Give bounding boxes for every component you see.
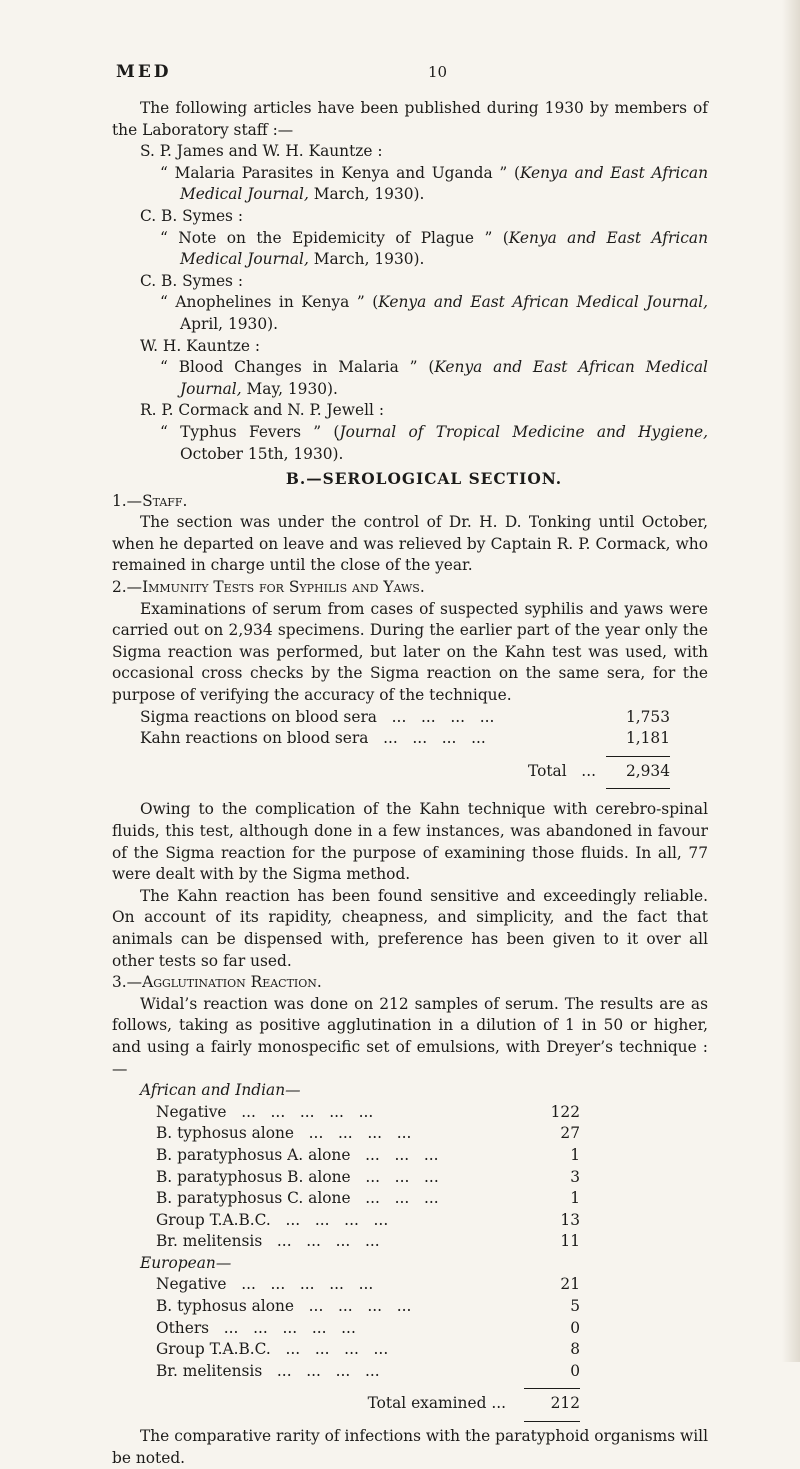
table-row: [140, 1210, 580, 1232]
table-row: [140, 728, 670, 750]
publication-authors: C. B. Symes :: [140, 206, 244, 225]
table-row: [140, 1361, 580, 1383]
publication-citation: “ Blood Changes in Malaria ” (Kenya and East African Medical Journal, May, 1930).: [160, 358, 708, 398]
reactions-table: [140, 707, 670, 790]
table-row: [140, 1145, 580, 1167]
publication-date: April, 1930).: [180, 314, 279, 333]
publication-authors: S. P. James and W. H. Kauntze :: [140, 142, 383, 161]
publication-entry: [112, 141, 708, 206]
page-number: 10: [428, 63, 448, 81]
publication-title: “ Malaria Parasites in Kenya and Uganda ”: [160, 163, 508, 182]
publication-citation: “ Malaria Parasites in Kenya and Uganda ” (Kenya and East African Medical Journal, March, 1930).: [160, 163, 708, 204]
immunity-heading: 2.—Immunity Tests for Syphilis and Yaws.: [112, 578, 425, 597]
table-row: [140, 1188, 580, 1210]
publication-date: May, 1930).: [246, 379, 338, 398]
total-rule: [524, 1421, 580, 1422]
group-heading-african: African and Indian—: [140, 1081, 301, 1100]
row-label: Kahn reactions on blood sera ... ... ... ...: [140, 729, 486, 748]
row-label: B. paratyphosus A. alone ... ... ...: [156, 1145, 439, 1164]
publication-entry: [112, 271, 708, 336]
row-value: 1: [570, 1189, 580, 1208]
row-label: Group T.A.B.C. ... ... ... ...: [156, 1340, 389, 1359]
publication-title: “ Blood Changes in Malaria ”: [160, 358, 418, 377]
row-label: Group T.A.B.C. ... ... ... ...: [156, 1210, 389, 1229]
total-rule-wrap: [112, 1421, 580, 1422]
total-row: [140, 761, 670, 783]
total-rule: [524, 1388, 580, 1389]
table-row: [140, 1274, 580, 1296]
row-value: 1,753: [625, 707, 670, 726]
publication-journal: Kenya and East African Medical Journal,: [180, 358, 708, 398]
publication-citation: “ Note on the Epidemicity of Plague ” (Kenya and East African Medical Journal, March, 1930).: [160, 228, 708, 269]
publication-title: “ Typhus Fevers ”: [160, 422, 322, 441]
total-value: 212: [550, 1394, 580, 1413]
agglutination-heading: 3.—Agglutination Reaction.: [112, 973, 322, 992]
row-value: 5: [570, 1297, 580, 1316]
publication-date: March, 1930).: [313, 185, 425, 204]
publication-journal: Kenya and East African Medical Journal,: [180, 228, 708, 269]
row-label: B. typhosus alone ... ... ... ...: [156, 1297, 412, 1316]
publication-journal: Kenya and East African Medical Journal,: [378, 293, 708, 312]
publication-entry: [112, 206, 708, 271]
row-value: 21: [560, 1275, 580, 1294]
table-row: [140, 1167, 580, 1189]
total-label: Total examined ...: [367, 1394, 506, 1413]
row-label: Br. melitensis ... ... ... ...: [156, 1361, 380, 1380]
row-value: 122: [550, 1102, 580, 1121]
publication-date: March, 1930).: [313, 250, 425, 269]
row-value: 3: [570, 1167, 580, 1186]
row-value: 0: [570, 1318, 580, 1337]
table-row: [140, 1318, 580, 1340]
table-row: [140, 1296, 580, 1318]
widal-results-table: [140, 1080, 580, 1389]
row-value: 8: [570, 1340, 580, 1359]
row-value: 1,181: [625, 729, 670, 748]
table-row: [140, 707, 670, 729]
publication-authors: C. B. Symes :: [140, 271, 244, 290]
page-content: [112, 98, 708, 1469]
publications-list: [112, 141, 708, 465]
kahn-paragraph: The Kahn reaction has been found sensitive and exceedingly reliable. On account of its rapidity, cheapness, and simplicity, and the fact that animals can be dispensed with, preference has been given to it over all other tests so far used.: [112, 886, 708, 970]
cerebrospinal-paragraph: Owing to the complication of the Kahn technique with cerebro-spinal fluids, this test, although done in a few instances, was abandoned in favour of the Sigma reaction for the purpose of examining those fluids. In all, 77 were dealt with by the Sigma method.: [112, 800, 708, 884]
row-value: 11: [560, 1232, 580, 1251]
total-row: [112, 1393, 580, 1415]
row-label: Negative ... ... ... ... ...: [156, 1102, 374, 1121]
row-value: 1: [570, 1145, 580, 1164]
table-row: [140, 1102, 580, 1124]
publication-citation: “ Anophelines in Kenya ” (Kenya and East African Medical Journal, April, 1930).: [160, 293, 708, 333]
publication-journal: Journal of Tropical Medicine and Hygiene,: [339, 422, 708, 441]
table-row: [140, 1231, 580, 1253]
row-label: Others ... ... ... ... ...: [156, 1318, 356, 1337]
table-row: [140, 1123, 580, 1145]
publication-journal: Kenya and East African Medical Journal,: [180, 163, 708, 204]
publication-date: October 15th, 1930).: [180, 444, 344, 463]
table-row: [140, 1339, 580, 1361]
section-heading: B.—SEROLOGICAL SECTION.: [285, 470, 563, 489]
publication-title: “ Note on the Epidemicity of Plague ”: [160, 228, 493, 247]
total-rule: [606, 788, 670, 789]
staff-paragraph: The section was under the control of Dr. H. D. Tonking until October, when he departed on leave and was relieved by Captain R. P. Cormack, who remained in charge until the close of the year.: [112, 513, 708, 575]
row-label: B. paratyphosus B. alone ... ... ...: [156, 1167, 439, 1186]
page-edge-shadow: [782, 0, 800, 1362]
row-label: Negative ... ... ... ... ...: [156, 1275, 374, 1294]
publication-citation: “ Typhus Fevers ” (Journal of Tropical Medicine and Hygiene, October 15th, 1930).: [160, 422, 708, 463]
total-rule: [606, 756, 670, 757]
publication-title: “ Anophelines in Kenya ”: [160, 293, 365, 312]
total-label: Total ...: [528, 761, 596, 780]
row-value: 0: [570, 1361, 580, 1380]
row-value: 27: [560, 1124, 580, 1143]
row-value: 13: [560, 1210, 580, 1229]
row-label: B. typhosus alone ... ... ... ...: [156, 1124, 412, 1143]
publications-intro: The following articles have been published during 1930 by members of the Laboratory staff :—: [112, 99, 708, 139]
row-label: Br. melitensis ... ... ... ...: [156, 1232, 380, 1251]
publication-authors: R. P. Cormack and N. P. Jewell :: [140, 401, 384, 420]
total-value: 2,934: [625, 761, 670, 780]
publication-entry: [112, 400, 708, 465]
closing-paragraph: The comparative rarity of infections with the paratyphoid organisms will be noted.: [112, 1427, 708, 1467]
publication-authors: W. H. Kauntze :: [140, 336, 261, 355]
row-label: B. paratyphosus C. alone ... ... ...: [156, 1189, 439, 1208]
publication-entry: [112, 336, 708, 401]
row-label: Sigma reactions on blood sera ... ... ... ...: [140, 707, 495, 726]
agglutination-paragraph: Widal’s reaction was done on 212 samples of serum. The results are as follows, taking as positive agglutination in a dilution of 1 in 50 or higher, and using a fairly monospecific set of emulsions, with Dreyer’s technique :—: [112, 994, 708, 1078]
group-heading-european: European—: [140, 1253, 232, 1272]
running-head: MED: [116, 62, 172, 82]
immunity-paragraph: Examinations of serum from cases of suspected syphilis and yaws were carried out on 2,934 specimens. During the earlier part of the year only the Sigma reaction was performed, but later on the Kahn test was used, with occasional cross checks by the Sigma reaction on the same sera, for the purpose of verifying the accuracy of the technique.: [112, 599, 708, 705]
staff-heading: 1.—Staff.: [112, 491, 188, 510]
